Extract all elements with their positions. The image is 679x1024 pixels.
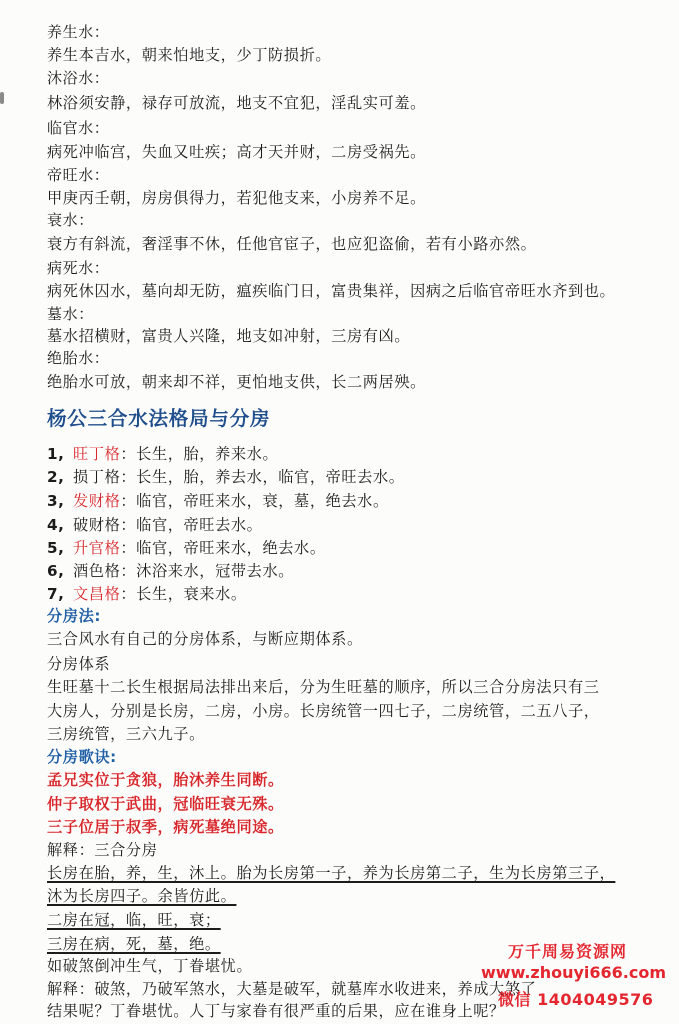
list-item [47, 560, 663, 582]
item-desc: ：临官，帝旺去水。 [120, 516, 263, 534]
item-number: 2, [47, 468, 65, 486]
heading-yangsheng: 养生水： [47, 23, 110, 41]
gejue-line: 三子位居于叔季，病死墓绝同途。 [47, 818, 284, 836]
list-item [47, 443, 663, 465]
list-item [47, 490, 663, 512]
tixi-label: 分房体系 [47, 655, 111, 673]
item-desc: ：沐浴来水，冠带去水。 [120, 562, 295, 580]
item-number: 7, [47, 585, 65, 603]
jieshi-line: 沐为长房四子。余皆仿此。 [47, 887, 237, 905]
text-bingsi: 病死休囚水，墓向却无防，瘟疾临门日，富贵集祥，因病之后临官帝旺水齐到也。 [47, 282, 616, 300]
item-number: 5, [47, 539, 65, 557]
text-shuai: 衰方有斜流，奢淫事不休，任他官宦子，也应犯盗偷，若有小路亦然。 [47, 235, 537, 253]
list-item [47, 583, 663, 605]
fenfang-text: 三合风水有自己的分房体系，与断应期体系。 [47, 630, 363, 648]
jieshi-line: 三房在病，死，墓，绝。 [47, 935, 221, 953]
heading-linguan: 临官水： [47, 119, 110, 137]
item-name: 酒色格 [73, 562, 121, 580]
jieshi-line: 二房在冠，临，旺，衰； [47, 911, 221, 929]
text-linguan: 病死冲临宫，失血又吐疾；高才天并财，二房受祸先。 [47, 143, 426, 161]
item-number: 1, [47, 445, 65, 463]
tixi-line: 大房人，分别是长房，二房，小房。长房统管一四七子，二房统管，二五八子， [47, 702, 600, 720]
heading-mu: 墓水： [47, 305, 94, 323]
jieshi-line: 长房在胎，养，生，沐上。胎为长房第一子，养为长房第二子，生为长房第三子， [47, 864, 616, 882]
item-desc: ：长生，衰来水。 [120, 585, 247, 603]
item-desc: ：临官，帝旺来水，绝去水。 [120, 539, 326, 557]
heading-muyu: 沐浴水： [47, 69, 110, 87]
gejue-line: 孟兄实位于贪狼，胎沐养生同断。 [47, 771, 284, 789]
item-desc: ：长生，胎，养来水。 [120, 445, 279, 463]
scan-mark [0, 92, 4, 104]
fenfang-label: 分房法: [47, 607, 102, 625]
watermark-url: www.zhouyi666.com [481, 963, 667, 982]
item-number: 3, [47, 492, 65, 510]
tail-line: 解释：破煞，乃破军煞水，大墓是破军，就墓库水收进来，养成大煞了 [47, 980, 537, 998]
item-desc: ：长生，胎，养去水，临官，帝旺去水。 [120, 468, 405, 486]
heading-diwang: 帝旺水： [47, 166, 110, 184]
tixi-line: 三房统管，三六九子。 [47, 725, 205, 743]
text-juetai: 绝胎水可放，朝来却不祥，更怕地支供，长二两居殃。 [47, 373, 426, 391]
item-name: 旺丁格 [73, 445, 121, 463]
list-item [47, 514, 663, 536]
text-muyu: 林浴须安静，禄存可放流，地支不宜犯，淫乱实可羞。 [47, 94, 426, 112]
gejue-line: 仲子取权于武曲，冠临旺衰无殊。 [47, 795, 284, 813]
gejue-label: 分房歌诀: [47, 748, 117, 766]
tixi-line: 生旺墓十二长生根据局法排出来后，分为生旺墓的顺序，所以三合分房法只有三 [47, 678, 600, 696]
item-name: 升官格 [73, 539, 121, 557]
watermark-site-name: 万千周易资源网 [508, 942, 628, 961]
tail-line: 如破煞倒冲生气，丁眷堪忧。 [47, 957, 253, 975]
heading-bingsi: 病死水： [47, 259, 110, 277]
watermark-wechat: 微信 1404049576 [498, 990, 654, 1009]
item-name: 损丁格 [73, 468, 121, 486]
list-item [47, 537, 663, 559]
text-mu: 墓水招横财，富贵人兴隆，地支如冲射，三房有凶。 [47, 327, 411, 345]
tail-line: 结果呢？丁眷堪忧。人丁与家眷有很严重的后果，应在谁身上呢？ [47, 1002, 505, 1020]
item-number: 4, [47, 516, 65, 534]
heading-juetai: 绝胎水： [47, 349, 110, 367]
item-name: 发财格 [73, 492, 121, 510]
item-name: 破财格 [73, 516, 121, 534]
item-desc: ：临官，帝旺来水，衰，墓，绝去水。 [120, 492, 389, 510]
jieshi-label: 解释：三合分房 [47, 841, 158, 859]
text-yangsheng: 养生本吉水，朝来怕地支，少丁防损折。 [47, 46, 332, 64]
text-diwang: 甲庚丙壬朝，房房俱得力，若犯他支来，小房养不足。 [47, 189, 426, 207]
section-title: 杨公三合水法格局与分房 [47, 407, 271, 430]
list-item [47, 466, 663, 488]
heading-shuai: 衰水： [47, 211, 94, 229]
item-name: 文昌格 [73, 585, 121, 603]
item-number: 6, [47, 562, 65, 580]
